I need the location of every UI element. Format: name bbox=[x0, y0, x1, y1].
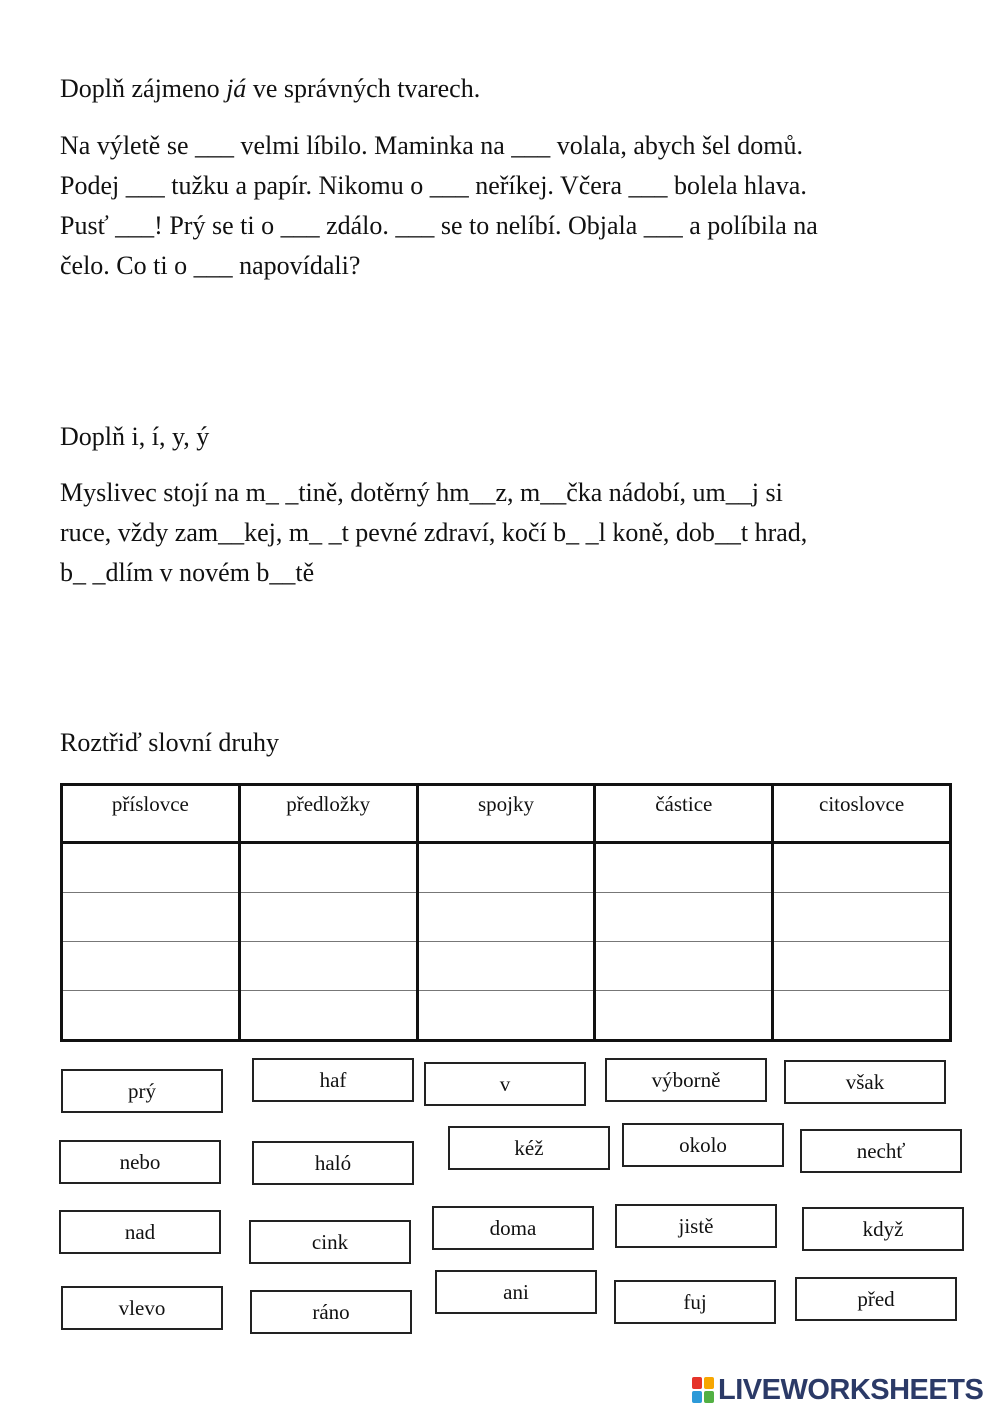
drop-cell[interactable] bbox=[595, 942, 773, 991]
word-card[interactable]: vlevo bbox=[61, 1286, 223, 1330]
task1-title bbox=[60, 74, 480, 104]
drop-cell[interactable] bbox=[239, 843, 417, 893]
task2-line-3: b_ _dlím v novém b__tě bbox=[60, 558, 315, 587]
word-card[interactable]: ráno bbox=[250, 1290, 412, 1334]
word-card[interactable]: prý bbox=[61, 1069, 223, 1113]
drop-cell[interactable] bbox=[62, 942, 240, 991]
drop-cell[interactable] bbox=[773, 843, 951, 893]
column-header: příslovce bbox=[62, 785, 240, 843]
table-row bbox=[62, 942, 951, 991]
table-row bbox=[62, 893, 951, 942]
column-header: citoslovce bbox=[773, 785, 951, 843]
word-card[interactable]: haf bbox=[252, 1058, 414, 1102]
drop-cell[interactable] bbox=[417, 843, 595, 893]
word-card[interactable]: jistě bbox=[615, 1204, 777, 1248]
word-card[interactable]: okolo bbox=[622, 1123, 784, 1167]
drop-cell[interactable] bbox=[417, 991, 595, 1041]
table-row bbox=[62, 991, 951, 1041]
drop-cell[interactable] bbox=[595, 843, 773, 893]
word-card[interactable]: nechť bbox=[800, 1129, 962, 1173]
word-card[interactable]: nebo bbox=[59, 1140, 221, 1184]
drop-cell[interactable] bbox=[773, 942, 951, 991]
table-header-row bbox=[62, 785, 951, 843]
word-card[interactable]: když bbox=[802, 1207, 964, 1251]
task2-line-1: Myslivec stojí na m_ _tině, dotěrný hm__z, m__čka nádobí, um__j si bbox=[60, 478, 783, 507]
watermark-text: LIVEWORKSHEETS bbox=[718, 1373, 984, 1406]
logo-square bbox=[692, 1391, 702, 1403]
drop-cell[interactable] bbox=[239, 942, 417, 991]
drop-cell[interactable] bbox=[417, 942, 595, 991]
task1-title-text: Doplň zájmeno bbox=[60, 74, 227, 103]
task3-title: Roztřiď slovní druhy bbox=[60, 728, 280, 757]
task1-title-text-end: ve správných tvarech. bbox=[246, 74, 481, 103]
word-card[interactable]: před bbox=[795, 1277, 957, 1321]
drop-cell[interactable] bbox=[239, 893, 417, 942]
sort-table bbox=[60, 783, 952, 1042]
logo-square bbox=[692, 1377, 702, 1389]
word-card[interactable]: však bbox=[784, 1060, 946, 1104]
task2-line-2: ruce, vždy zam__kej, m_ _t pevné zdraví, kočí b_ _l koně, dob__t hrad, bbox=[60, 518, 808, 547]
logo-square bbox=[704, 1391, 714, 1403]
task1-line-4: čelo. Co ti o ___ napovídali? bbox=[60, 251, 361, 280]
task1-line-3: Pusť ___! Prý se ti o ___ zdálo. ___ se to nelíbí. Objala ___ a políbila na bbox=[60, 211, 818, 240]
drop-cell[interactable] bbox=[417, 893, 595, 942]
drop-cell[interactable] bbox=[595, 893, 773, 942]
word-card[interactable]: doma bbox=[432, 1206, 594, 1250]
task1-line-1: Na výletě se ___ velmi líbilo. Maminka na ___ volala, abych šel domů. bbox=[60, 131, 804, 160]
drop-cell[interactable] bbox=[239, 991, 417, 1041]
word-card[interactable]: ani bbox=[435, 1270, 597, 1314]
word-card[interactable]: fuj bbox=[614, 1280, 776, 1324]
word-card[interactable]: haló bbox=[252, 1141, 414, 1185]
drop-cell[interactable] bbox=[62, 893, 240, 942]
task2-title: Doplň i, í, y, ý bbox=[60, 422, 210, 451]
drop-cell[interactable] bbox=[62, 991, 240, 1041]
drop-cell[interactable] bbox=[773, 991, 951, 1041]
table-row bbox=[62, 843, 951, 893]
drop-cell[interactable] bbox=[773, 893, 951, 942]
drop-cell[interactable] bbox=[595, 991, 773, 1041]
word-card[interactable]: výborně bbox=[605, 1058, 767, 1102]
column-header: částice bbox=[595, 785, 773, 843]
word-card[interactable]: v bbox=[424, 1062, 586, 1106]
word-card[interactable]: nad bbox=[59, 1210, 221, 1254]
word-card[interactable]: kéž bbox=[448, 1126, 610, 1170]
task1-line-2: Podej ___ tužku a papír. Nikomu o ___ neříkej. Včera ___ bolela hlava. bbox=[60, 171, 807, 200]
logo-square bbox=[704, 1377, 714, 1389]
task1-title-italic: já bbox=[226, 74, 247, 103]
drop-cell[interactable] bbox=[62, 843, 240, 893]
liveworksheets-watermark bbox=[692, 1374, 983, 1406]
word-card[interactable]: cink bbox=[249, 1220, 411, 1264]
column-header: spojky bbox=[417, 785, 595, 843]
liveworksheets-logo-icon bbox=[692, 1377, 714, 1403]
column-header: předložky bbox=[239, 785, 417, 843]
